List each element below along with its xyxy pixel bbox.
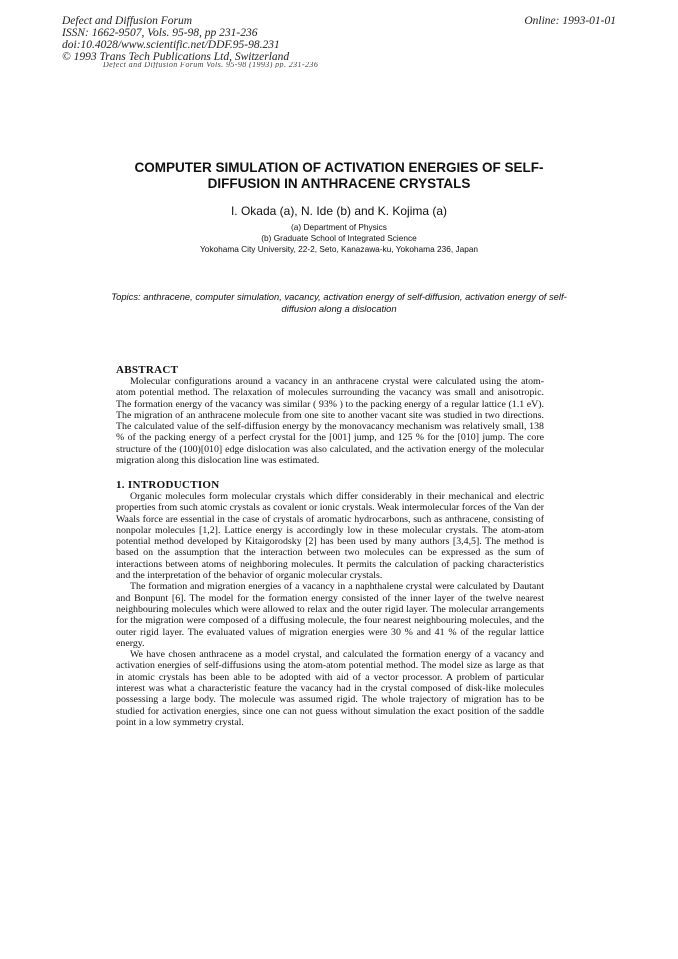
paper-title: COMPUTER SIMULATION OF ACTIVATION ENERGIES OF SELF-DIFFUSION IN ANTHRACENE CRYSTALS: [134, 160, 544, 191]
intro-paragraph: We have chosen anthracene as a model crystal, and calculated the formation energy of a vacancy and activation energies of self-diffusions using the atom-atom potential method. The model size as large as that in atomic crystals has been able to be adopted with aid of a vector processor. A problem of particular interest was what a characteristic feature the vacancy had in the crystal composed of disk-like molecules possessing a large body. The molecule was assumed rigid. The whole trajectory of migration has to be studied for activation energies, since one can not guess without simulation the exact position of the saddle point in a low symmetry crystal.: [116, 649, 544, 728]
issn-line: ISSN: 1662-9507, Vols. 95-98, pp 231-236: [62, 27, 258, 39]
affiliation-address: Yokohama City University, 22-2, Seto, Kanazawa-ku, Yokohama 236, Japan: [199, 244, 479, 254]
abstract-section: [116, 364, 544, 466]
author-list: I. Okada (a), N. Ide (b) and K. Kojima (a): [230, 204, 448, 218]
introduction-heading: 1. INTRODUCTION: [116, 479, 220, 491]
topics-keywords: Topics: anthracene, computer simulation, vacancy, activation energy of self-diffusion, activation energy of self-diffusion along a dislocation: [111, 291, 567, 314]
abstract-heading: ABSTRACT: [116, 364, 179, 376]
original-header-remnant: Defect and Diffusion Forum Vols. 95-98 (1993) pp. 231-236: [103, 62, 319, 68]
intro-paragraph: Organic molecules form molecular crystals which differ considerably in their mechanical and electric properties from such atomic crystals as covalent or ionic crystals. Weak intermolecular forces of the Van der Waals force are essential in the case of crystals of aromatic hydrocarbons, such as anthracene, consisting of nonpolar molecules [1,2]. Lattice energy is accordingly low in these molecular crystals. The atom-atom potential method developed by Kitaigorodsky [2] has been used by many authors [3,4,5]. The method is based on the assumption that the interaction between two molecules can be expressed as the sum of interactions between atoms of neighboring molecules. It permits the calculation of packing characteristics and the interpretation of the behavior of organic molecular crystals.: [116, 491, 544, 582]
journal-name: Defect and Diffusion Forum: [62, 15, 192, 27]
doi-line: doi:10.4028/www.scientific.net/DDF.95-98.231: [62, 39, 280, 51]
publication-header: [62, 15, 289, 63]
affiliation-a: (a) Department of Physics: [291, 222, 387, 232]
introduction-section: [116, 479, 544, 728]
abstract-text: Molecular configurations around a vacancy in an anthracene crystal were calculated using the atom-atom potential method. The relaxation of molecules surrounding the vacancy was small and anisotropic. The formation energy of the vacancy was similar ( 93% ) to the packing energy of a regular lattice (1.1 eV). The migration of an anthracene molecule from one site to another vacant site was studied in two directions. The calculated value of the self-diffusion energy by the monovacancy mechanism was relatively small, 138 % of the packing energy of a perfect crystal for the [001] jump, and 125 % for the [010] jump. The core structure of the (100)[010] edge dislocation was also calculated, and the activation energy of the molecular migration along this dislocation line was estimated.: [116, 376, 544, 467]
copyright-line: © 1993 Trans Tech Publications Ltd, Switzerland: [62, 51, 290, 63]
online-date: Online: 1993-01-01: [524, 15, 616, 27]
intro-paragraph: The formation and migration energies of a vacancy in a naphthalene crystal were calculated by Dautant and Bonpunt [6]. The model for the formation energy consisted of the inner layer of the twelve nearest neighbouring molecules which were allowed to relax and the outer rigid layer. The molecular arrangements for the migration were composed of a diffusing molecule, the four nearest neighbouring molecules, and the outer rigid layer. The evaluated values of migration energies were 30 % and 41 % of the regular lattice energy.: [116, 581, 544, 649]
affiliation-b: (b) Graduate School of Integrated Science: [261, 233, 417, 243]
